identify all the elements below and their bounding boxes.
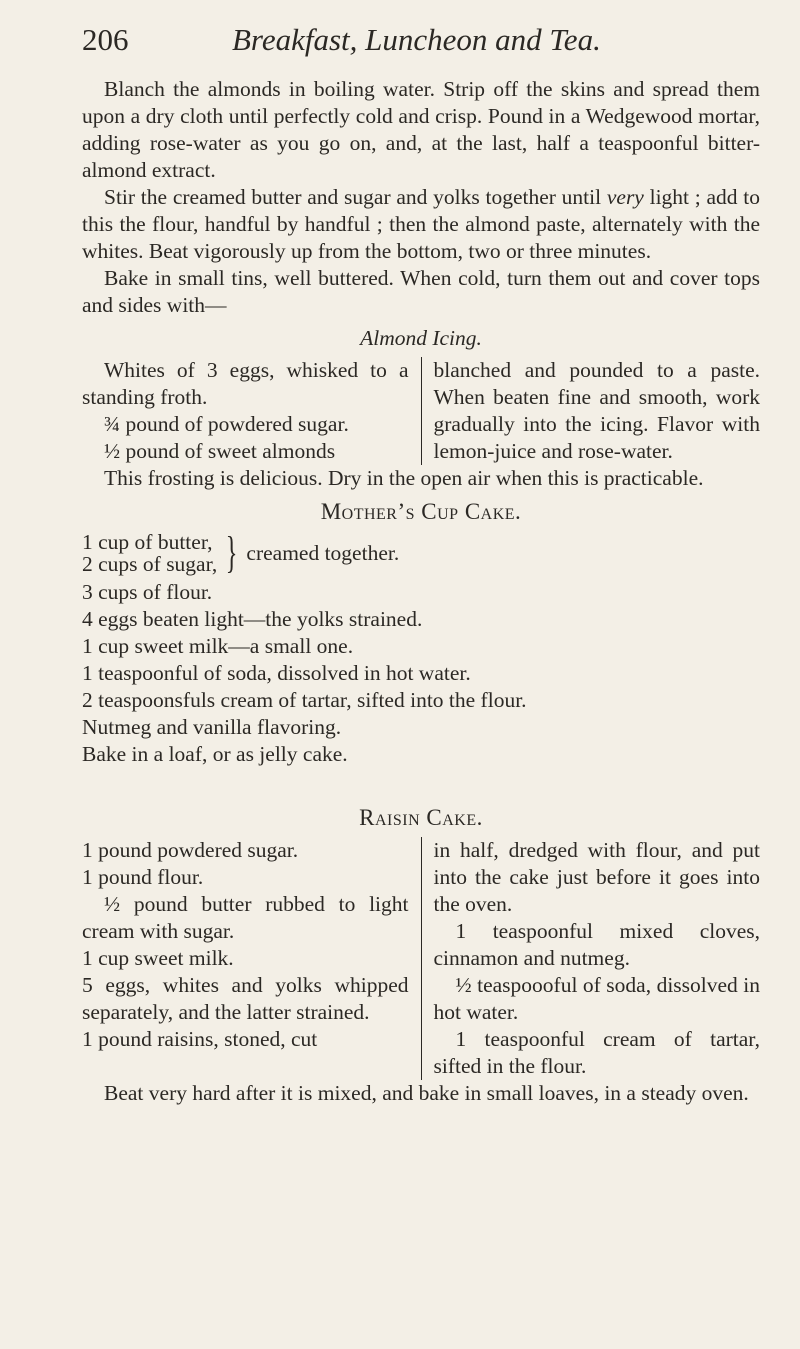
raisin-cake-title: Raisin Cake. [359,805,483,830]
intro-paragraph-2 [82,184,760,265]
mothers-cup-cake-title: Mother’s Cup Cake. [320,499,522,524]
raisin-cake-left-column [82,837,421,1080]
almond-icing-item: ½ pound of sweet almonds [104,439,336,463]
creamed-item: 2 cups of sugar, [82,552,218,576]
cup-cake-note: Bake in a loaf, or as jelly cake. [82,742,348,766]
almond-icing-instructions: blanched and pounded to a paste. When beaten fine and smooth, work gradually into the icing. Flavor with lemon-juice and rose-water. [433,358,760,463]
raisin-cake-item: 1 pound raisins, stoned, cut [82,1027,318,1051]
intro-paragraph-1: Blanch the almonds in boiling water. Strip off the skins and spread them upon a dry cloth until perfectly cold and crisp. Pound in a Wedgewood mortar, adding rose-water as you go on, and, at the last, half a teaspoonful bitter-almond extract. [82,77,760,182]
almond-icing-item: Whites of 3 eggs, whisked to a standing froth. [82,358,409,409]
cup-cake-item: 2 teaspoonsfuls cream of tartar, sifted into the flour. [82,688,527,712]
creamed-item: 1 cup of butter, [82,530,213,554]
raisin-cake-columns [82,837,760,1080]
almond-icing-note: This frosting is delicious. Dry in the open air when this is practicable. [104,466,704,490]
raisin-cake-item: 1 cup sweet milk. [82,946,234,970]
almond-icing-title: Almond Icing. [360,326,482,350]
almond-icing-columns [82,357,760,465]
running-title: Breakfast, Luncheon and Tea. [232,22,601,57]
creamed-label: creamed together. [246,541,400,565]
brace-glyph: } [226,528,238,577]
raisin-cake-item: ½ pound butter rubbed to light cream with sugar. [82,892,409,943]
raisin-cake-item: 1 pound powdered sugar. [82,838,299,862]
raisin-cake-note: Beat very hard after it is mixed, and bake in small loaves, in a steady oven. [104,1081,749,1105]
cup-cake-item: 1 teaspoonful of soda, dissolved in hot water. [82,661,471,685]
raisin-cake-item: 5 eggs, whites and yolks whipped separately, and the latter strained. [82,973,409,1024]
raisin-cake-item: ½ teaspoooful of soda, dissolved in hot water. [433,973,760,1024]
cup-cake-item: 1 cup sweet milk—a small one. [82,634,354,658]
creamed-group-lines [82,531,217,575]
raisin-cake-item: in half, dredged with flour, and put into the cake just before it goes into the oven. [433,838,760,916]
page-header [82,22,760,58]
almond-icing-left-column [82,357,421,465]
almond-icing-right-column [421,357,761,465]
almond-icing-item: ¾ pound of powdered sugar. [104,412,349,436]
raisin-cake-item: 1 pound flour. [82,865,204,889]
cup-cake-item: 3 cups of flour. [82,580,213,604]
intro-p2-start: Stir the creamed butter and sugar and yolks together until [104,185,607,209]
creamed-group [82,528,760,577]
cup-cake-item: 4 eggs beaten light—the yolks strained. [82,607,423,631]
raisin-cake-right-column [421,837,761,1080]
raisin-cake-item: 1 teaspoonful mixed cloves, cinnamon and nutmeg. [433,919,760,970]
cup-cake-item: Nutmeg and vanilla flavoring. [82,715,342,739]
page-number: 206 [82,22,129,57]
intro-p2-emphasis: very [606,185,644,209]
raisin-cake-item: 1 teaspoonful cream of tartar, sifted in the flour. [433,1027,760,1078]
intro-paragraph-3: Bake in small tins, well buttered. When cold, turn them out and cover tops and sides with— [82,266,760,317]
intro-p2-end: light ; add to this the flour, handful by handful ; then the almond paste, alternately with the whites. Beat vigorously up from the bottom, two or three minutes. [82,185,761,263]
